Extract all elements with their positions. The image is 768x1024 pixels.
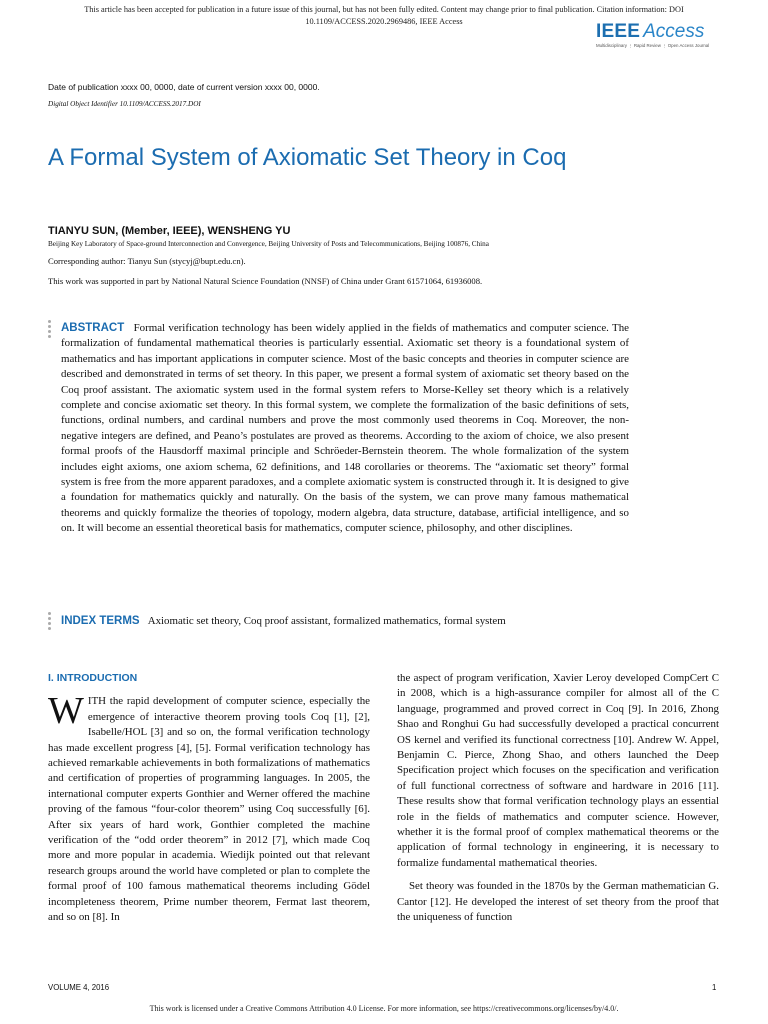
right-column	[397, 671, 719, 926]
abstract-marker-icon	[48, 320, 52, 340]
doi-line: Digital Object Identifier 10.1109/ACCESS.2017.DOI	[48, 100, 201, 108]
paper-title: A Formal System of Axiomatic Set Theory in Coq	[48, 144, 567, 171]
intro-paragraph-3: Set theory was founded in the 1870s by the German mathematician G. Cantor [12]. He developed the interest of set theory from the proof that the uniqueness of function	[397, 880, 719, 924]
abstract-heading: ABSTRACT	[61, 322, 125, 334]
footer-volume: VOLUME 4, 2016	[48, 983, 110, 992]
intro-paragraph-2: the aspect of program verification, Xavier Leroy developed CompCert C in 2008, which is a high-assurance compiler for almost all of the C language, programmed and proved correct in Coq [9]. In 2016, Zhong Shao and Ronghui Gu had successfully developed a practical concurrent OS kernel and verified its functional correctness [10]. Andrew W. Appel, Benjamin C. Pierce, Zhong Shao, and others launched the Deep Specification project which focuses on the specification and verification of full functional correctness of software and hardware in 2016 [11]. These results show that formal verification technology plays an essential role in the fields of mathematics and computer science. However, whether it is the formal proof of complex mathematical theorems or the application of formal technology in engineering, it is necessary to formalize fundamental mathematical theories.	[397, 672, 719, 869]
corresponding-author: Corresponding author: Tianyu Sun (stycyj@bupt.edu.cn).	[48, 256, 246, 266]
drop-cap: W	[48, 690, 84, 733]
logo-access-text: Access	[643, 21, 705, 42]
index-terms-marker-icon	[48, 612, 52, 632]
abstract	[61, 321, 629, 537]
ieee-access-logo	[596, 22, 716, 49]
funding-note: This work was supported in part by National Natural Science Foundation (NNSF) of China under Grant 61571064, 61936008.	[48, 276, 483, 286]
page-number: 1	[712, 983, 717, 992]
license-notice: This work is licensed under a Creative Commons Attribution 4.0 License. For more information, see https://creativecommons.org/licenses/by/4.0/.	[149, 1004, 619, 1013]
section-heading-introduction: I. INTRODUCTION	[48, 672, 138, 684]
authors: TIANYU SUN, (Member, IEEE), WENSHENG YU	[48, 225, 291, 237]
intro-paragraph-1-text: ITH the rapid development of computer science, especially the emergence of interactive theorem proving tools Coq [1], [2], Isabelle/HOL [3] and so on, the formal verification technology has made excellent progress [4], [5]. Formal verification technology has achieved remarkable achievements in both formalizations of mathematics and certification of properties of programming languages. In 2005, the international computer experts Gonthier and Werner offered the machine proving of the famous “four-color theorem” using Coq successfully [6]. After six years of hard work, Gonthier completed the machine verification of the “odd order theorem” in 2012 [7], which made Coq more and more popular in academia. Wiedijk pointed out that relevant research groups around the world have completed or plan to complete the formal proof of 100 famous mathematical theorems including Gödel incompleteness theorem, Prime number theorem, Fermat last theorem, and so on [8]. In	[48, 695, 370, 924]
notice-line-2: 10.1109/ACCESS.2020.2969486, IEEE Access	[305, 17, 463, 26]
left-column	[48, 671, 370, 926]
publication-date: Date of publication xxxx 00, 0000, date of current version xxxx 00, 0000.	[48, 82, 320, 92]
index-terms-text: Axiomatic set theory, Coq proof assistant, formalized mathematics, formal system	[147, 615, 506, 627]
affiliation: Beijing Key Laboratory of Space-ground Interconnection and Convergence, Beijing University of Posts and Telecommunications, Beijing 100876, China	[48, 240, 489, 248]
index-terms-heading: INDEX TERMS	[61, 615, 140, 627]
index-terms	[61, 614, 629, 629]
intro-paragraph-1	[48, 690, 370, 925]
abstract-text: Formal verification technology has been widely applied in the fields of mathematics and computer science. The formalization of fundamental mathematical theories is particularly essential. Axiomatic set theory is a foundational system of mathematics and has important applications in computer science. Most of the basic concepts and theories in computer science are described and demonstrated in terms of set theory. In this paper, we present a formal system of axiomatic set theory based on the Coq proof assistant. The axiomatic system used in the formal system refers to Morse-Kelley set theory which is a relatively complete and concise axiomatic set theory. In this formal system, we complete the formalization of the basic definitions of sets, functions, ordinal numbers, and cardinal numbers and prove the most commonly used theorems in Coq. Moreover, the non-negative integers are defined, and Peano’s postulates are proved as theorems. According to the axiom of choice, we also present formal proofs of the Hausdorff maximal principle and Schröeder-Bernstein theorem. The whole formalization of the system includes eight axioms, one axiom schema, 62 definitions, and 148 corollaries or theorems. The “axiomatic set theory” formal system is free from the more apparent paradoxes, and a complete axiomatic system is constructed through it. It is designed to give a foundation for mathematics quickly and naturally. On the basis of the system, we can prove many famous mathematical theorems and quickly formalize the theories of topology, modern algebra, data structure, database, artificial intelligence, and so on. It will become an essential theoretical basis for mathematics, computer science, philosophy, and other disciplines.	[61, 322, 629, 535]
logo-tagline: Multidisciplinary ⋮ Rapid Review ⋮ Open Access Journal	[596, 43, 710, 48]
notice-line-1: This article has been accepted for publication in a future issue of this journal, but has not been fully edited. Content may change prior to final publication. Citation information: DOI	[84, 5, 684, 14]
logo-ieee-text: IEEE	[596, 21, 641, 42]
